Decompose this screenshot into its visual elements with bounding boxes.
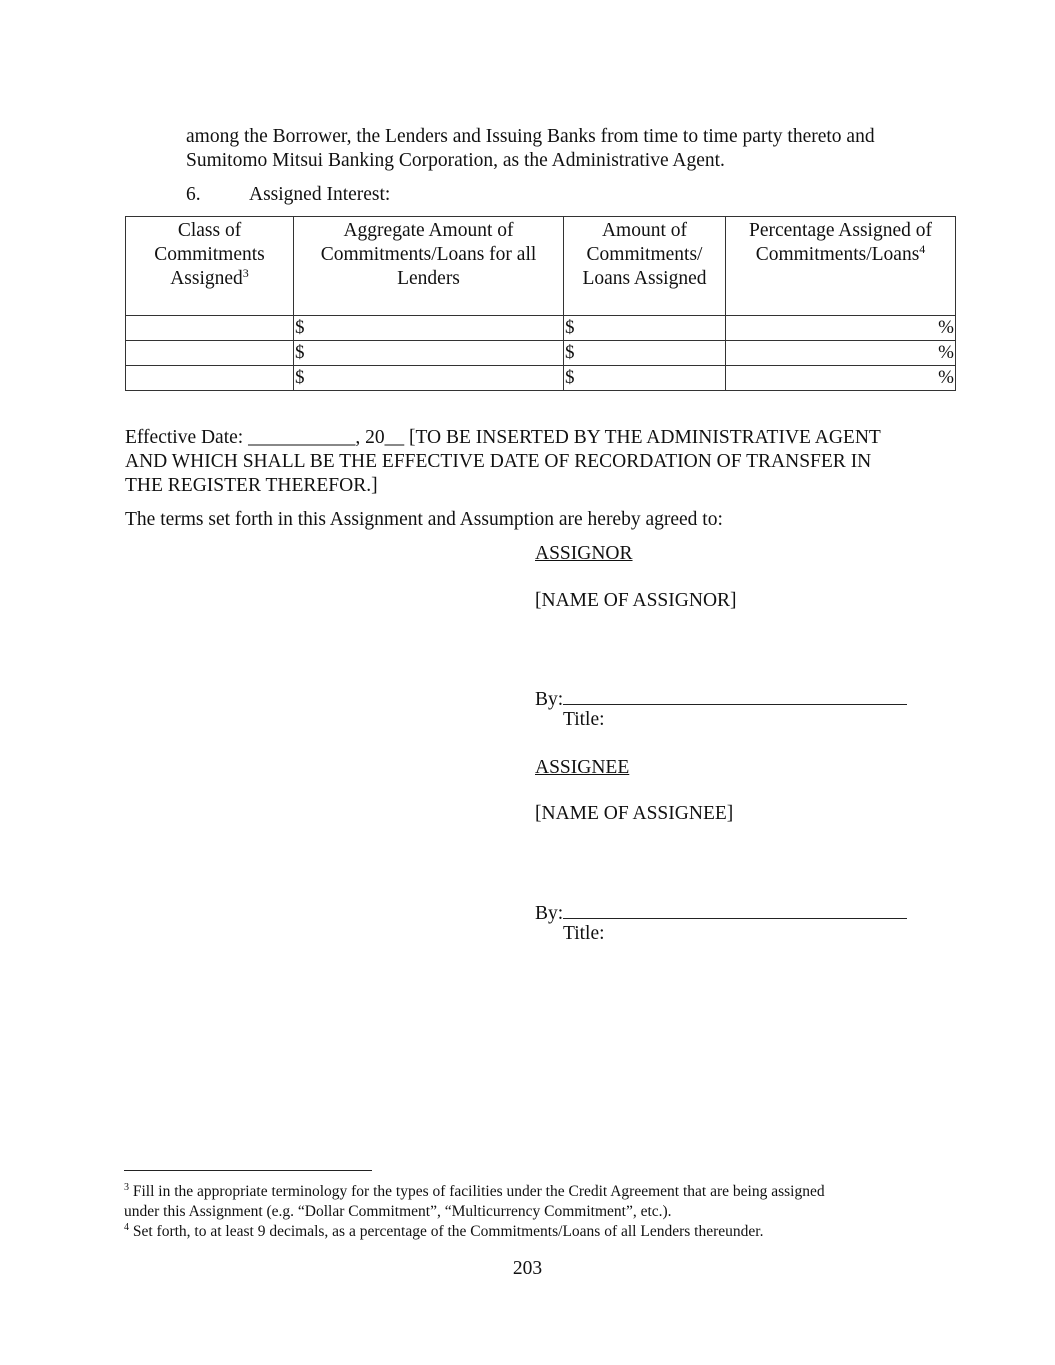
footnote-ref[interactable]: 4 [919,242,926,256]
intro-line-1: among the Borrower, the Lenders and Issuing Banks from time to time party thereto and [186,126,875,147]
section-title: Assigned Interest: [249,184,391,205]
assignee-heading-text: ASSIGNEE [535,757,630,778]
cell-aggregate[interactable]: $ [294,316,564,341]
cell-class[interactable] [126,366,294,391]
assignor-heading [535,542,633,566]
header-text [126,267,293,291]
footnote-text: Fill in the appropriate terminology for the types of facilities under the Credit Agreement that are being assigned [132,1183,825,1200]
assignor-by-label: By: [535,689,564,710]
header-text: Aggregate Amount of [343,220,514,241]
cell-amount[interactable]: $ [564,341,726,366]
header-percentage-assigned [726,217,956,316]
assignor-title-label: Title: [563,709,605,730]
assignor-heading-text: ASSIGNOR [535,543,633,564]
header-text: Commitments/ [586,244,703,265]
header-text: Class of [177,220,242,241]
cell-percentage[interactable]: % [726,341,956,366]
footnote-ref[interactable]: 3 [242,266,249,280]
cell-class[interactable] [126,316,294,341]
cell-class[interactable] [126,341,294,366]
cell-amount[interactable]: $ [564,316,726,341]
header-text: Commitments [154,244,265,265]
assignee-heading [535,756,629,780]
effective-date-line-2: AND WHICH SHALL BE THE EFFECTIVE DATE OF RECORDATION OF TRANSFER IN [125,451,872,472]
header-text: Loans Assigned [582,268,707,289]
header-aggregate-amount [294,217,564,316]
assignee-title-label: Title: [563,923,605,944]
footnote-4 [124,1222,763,1242]
header-text [726,243,955,267]
cell-aggregate[interactable]: $ [294,341,564,366]
header-text: Commitments/Loans [755,244,920,265]
section-number: 6. [186,184,201,205]
cell-aggregate[interactable]: $ [294,366,564,391]
footnote-mark: 3 [124,1182,129,1193]
header-text: Lenders [397,268,460,289]
table-header-row [126,217,956,316]
header-amount-assigned [564,217,726,316]
cell-percentage[interactable]: % [726,366,956,391]
agreed-statement: The terms set forth in this Assignment and Assumption are hereby agreed to: [125,509,723,530]
effective-date-line-3: THE REGISTER THEREFOR.] [125,475,378,496]
header-text: Assigned [170,268,243,289]
table-row [126,316,956,341]
footnote-text: Set forth, to at least 9 decimals, as a percentage of the Commitments/Loans of all Lenders thereunder. [132,1223,764,1240]
footnote-mark: 4 [124,1222,129,1233]
header-text: Percentage Assigned of [748,220,933,241]
cell-amount[interactable]: $ [564,366,726,391]
assigned-interest-table [125,216,956,391]
page-number: 203 [512,1258,543,1279]
assignor-name: [NAME OF ASSIGNOR] [535,590,737,611]
header-text: Amount of [601,220,688,241]
footnote-3-line-1 [124,1182,825,1202]
table-row [126,366,956,391]
footnote-separator [124,1170,372,1171]
header-text: Commitments/Loans for all [320,244,537,265]
assignee-signature-line[interactable] [563,899,907,919]
assignee-name: [NAME OF ASSIGNEE] [535,803,734,824]
cell-percentage[interactable]: % [726,316,956,341]
table-row [126,341,956,366]
assignee-by-label: By: [535,903,564,924]
effective-date-line-1: Effective Date: ___________, 20__ [TO BE INSERTED BY THE ADMINISTRATIVE AGENT [125,427,881,448]
header-class-of-commitments [126,217,294,316]
assignor-signature-line[interactable] [563,685,907,705]
intro-line-2: Sumitomo Mitsui Banking Corporation, as the Administrative Agent. [186,150,725,171]
footnote-3-line-2: under this Assignment (e.g. “Dollar Commitment”, “Multicurrency Commitment”, etc.). [124,1203,672,1220]
